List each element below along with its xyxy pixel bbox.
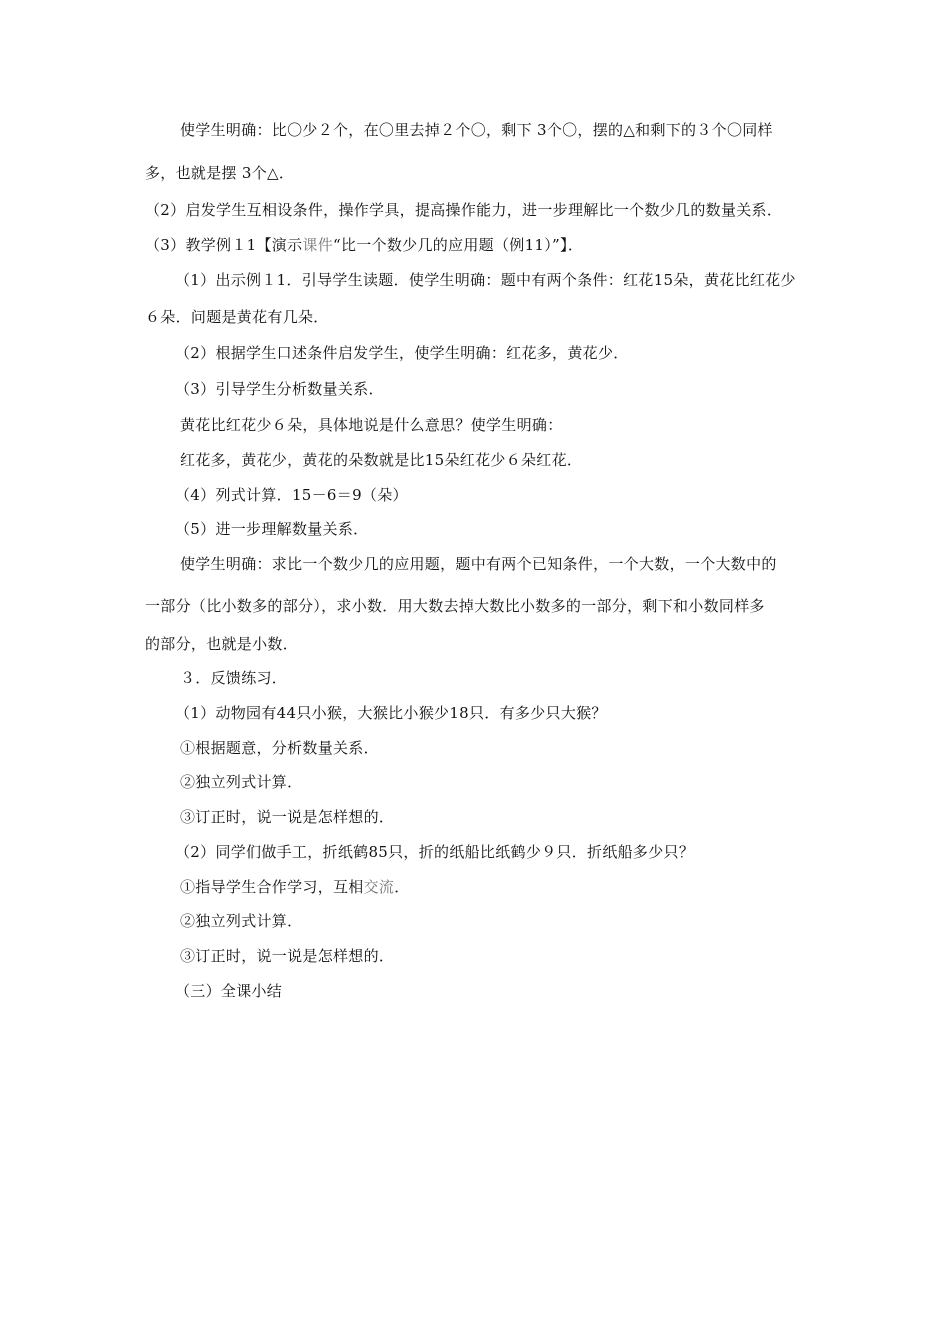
line-text: ①指导学生合作学习，互相 (180, 878, 364, 896)
paragraph-line: （5）进一步理解数量关系． (175, 520, 369, 538)
paragraph-line: （3）引导学生分析数量关系． (175, 380, 384, 398)
paragraph-line: 多，也就是摆 3个△． (145, 164, 295, 182)
paragraph-line (180, 877, 410, 897)
paragraph-line: （2）同学们做手工，折纸鹤85只，折的纸船比纸鹤少９只．折纸船多少只？ (175, 843, 695, 861)
paragraph-line: （2）启发学生互相设条件，操作学具，提高操作能力，进一步理解比一个数少几的数量关系． (145, 201, 783, 219)
paragraph-line: 使学生明确：比〇少２个，在〇里去掉２个〇，剩下 3个〇，摆的△和剩下的３个〇同样 (180, 121, 773, 139)
paragraph-line: 红花多，黄花少，黄花的朵数就是比15朵红花少６朵红花． (180, 451, 583, 469)
paragraph-line: ③订正时，说一说是怎样想的． (180, 808, 395, 826)
highlighted-term: 交流 (363, 878, 395, 896)
line-text: （3）教学例１1【演示 (145, 236, 303, 254)
paragraph-line: ③订正时，说一说是怎样想的． (180, 947, 395, 965)
paragraph-line: （4）列式计算．15－6＝9（朵） (175, 486, 408, 504)
line-text: “比一个数少几的应用题（例11）”】． (333, 236, 584, 254)
paragraph-line (145, 235, 583, 255)
paragraph-line: 使学生明确：求比一个数少几的应用题，题中有两个已知条件，一个大数，一个大数中的 (180, 555, 777, 573)
paragraph-line: 的部分，也就是小数． (145, 635, 299, 653)
paragraph-line: ②独立列式计算． (180, 912, 303, 930)
paragraph-line: ６朵．问题是黄花有几朵． (145, 308, 329, 326)
section-heading: （三）全课小结 (175, 982, 283, 1000)
paragraph-line: 黄花比红花少６朵，具体地说是什么意思？使学生明确： (180, 416, 563, 434)
paragraph-line: （2）根据学生口述条件启发学生，使学生明确：红花多，黄花少． (175, 344, 629, 362)
paragraph-line: 一部分（比小数多的部分），求小数．用大数去掉大数比小数多的一部分，剩下和小数同样多 (145, 597, 765, 615)
paragraph-line: （1）出示例１1．引导学生读题．使学生明确：题中有两个条件：红花15朵，黄花比红花少 (175, 271, 796, 289)
paragraph-line: ３．反馈练习． (180, 669, 288, 687)
paragraph-line: ①根据题意，分析数量关系． (180, 739, 379, 757)
paragraph-line: ②独立列式计算． (180, 773, 303, 791)
highlighted-term: 课件 (302, 236, 333, 254)
line-text: ． (394, 878, 410, 896)
paragraph-line: （1）动物园有44只小猴，大猴比小猴少18只．有多少只大猴？ (175, 704, 607, 722)
